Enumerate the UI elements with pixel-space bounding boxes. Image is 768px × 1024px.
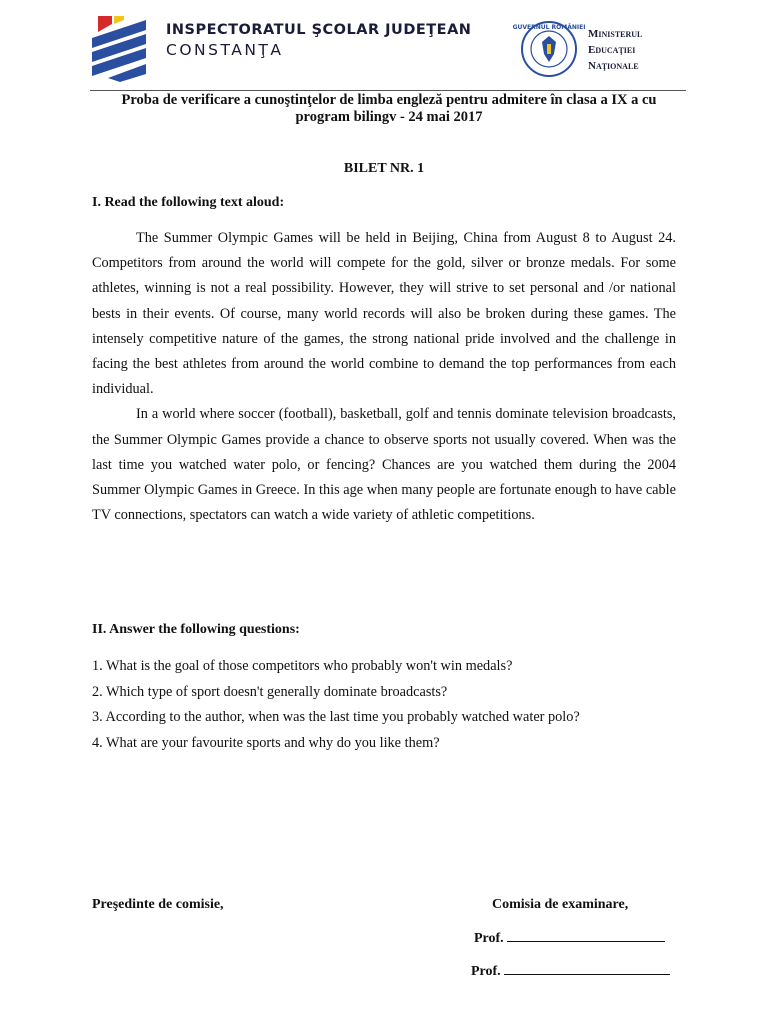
ticket-number: BILET NR. 1 [343, 161, 425, 176]
header-divider [90, 90, 686, 91]
passage-paragraph: The Summer Olympic Games will be held in Beijing, China from August 8 to August 24. Competitors from around the world will compete for the gold, silver or bronze medals. For some athletes, winning is not a real possibility. However, they will strive to set personal and /or national bests in their events. Of course, many world records will also be broken during these games. The intensely competitive nature of the games, the strong national pride involved and the challenge in facing the best athletes from around the world combine to demand the top performances from each individual. [92, 230, 676, 398]
section-1-heading: I. Read the following text aloud: [92, 195, 285, 210]
examiner-signature-2: Prof. [471, 962, 670, 980]
question-item: 1. What is the goal of those competitors who probably won't win medals? [92, 658, 513, 674]
document-header [90, 12, 686, 90]
inspectorate-logo [90, 12, 150, 84]
seal-text: GUVERNUL ROMÂNIEI [512, 24, 586, 31]
government-seal-icon [512, 20, 586, 78]
signature-line [504, 962, 670, 975]
committee-president-label: Preşedinte de comisie, [92, 897, 224, 912]
passage-paragraph: In a world where soccer (football), basketball, golf and tennis dominate television broadcasts, the Summer Olympic Games provide a chance to observe sports not usually covered. When was the last time you watched water polo, or fencing? Chances are you watched them during the 2004 Summer Olympic Games in Greece. In this age when many people are fortunate enough to have cable TV connections, spectators can watch a wide variety of athletic competitions. [92, 406, 676, 524]
section-2-heading: II. Answer the following questions: [92, 622, 300, 637]
exam-title: Proba de verificare a cunoştinţelor de limba engleză pentru admitere în clasa a IX a cu program bilingv - 24 mai 2017 [121, 92, 657, 125]
signature-line [507, 929, 665, 942]
institution-city: CONSTANŢA [166, 41, 284, 59]
question-item: 3. According to the author, when was the last time you probably watched water polo? [92, 709, 580, 725]
ministry-name: Ministerul Educaţiei Naţionale [588, 28, 643, 72]
reading-passage [92, 226, 676, 528]
question-item: 2. Which type of sport doesn't generally dominate broadcasts? [92, 683, 448, 700]
question-list [92, 654, 676, 756]
question-item: 4. What are your favourite sports and why do you like them? [92, 734, 440, 751]
examiner-signature-1: Prof. [474, 929, 665, 947]
institution-name: INSPECTORATUL ŞCOLAR JUDEŢEAN [166, 22, 472, 38]
examining-committee-label: Comisia de examinare, [492, 897, 629, 912]
